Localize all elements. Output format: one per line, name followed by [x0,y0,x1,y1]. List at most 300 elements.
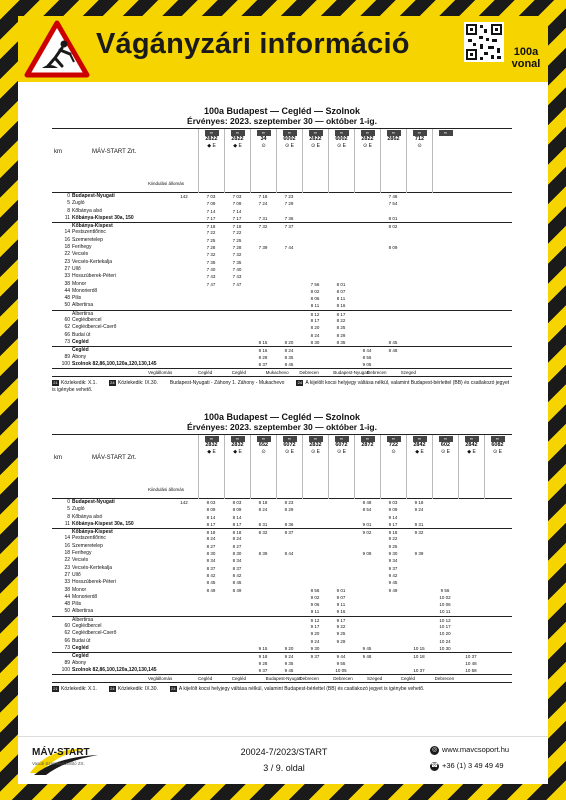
time-cell: 9 56 [440,587,450,593]
train-number: 6072 [335,442,348,448]
page-footer [18,736,548,784]
table-row [52,601,512,608]
time-cell: 7 29 [284,201,294,207]
train-class-badge: ▪▪ [413,436,427,442]
table-row [52,521,512,528]
time-cell: 8 56 [310,587,320,593]
time-cell: 8 29 [336,332,346,338]
train-number: 2862 [387,136,400,142]
time-cell: 8 45 [284,361,294,367]
time-cell: 9 44 [336,654,346,660]
table-row [52,324,512,331]
row-km: 62 [64,324,70,331]
time-cell: 8 18 [232,530,242,536]
train-number: 2822 [309,136,322,142]
train-class-badge: ▪▪ [283,436,297,442]
time-cell: 9 24 [414,507,424,513]
time-cell: 9 22 [388,536,398,542]
train-symbols: ⊙ E [337,449,346,455]
page-number: 3 / 9. oldal [263,763,305,773]
time-cell: 8 49 [206,587,216,593]
time-cell: 7 25 [232,237,242,243]
row-station: Zugló [72,506,85,513]
row-km: 33 [64,579,70,586]
table-row [52,302,512,309]
table-row [52,317,512,324]
route-number: 100a [513,46,539,58]
row-station: Vecsés [72,251,89,258]
train-symbols: ⊙ E [285,143,294,149]
row-km: 33 [64,273,70,280]
row-km: 66 [64,331,70,338]
train-class-badge: ▪▪ [205,130,219,136]
table-row [52,193,512,200]
time-cell: 7 14 [232,208,242,214]
row-station: Szemeretelep [72,236,103,243]
time-cell: 8 30 [310,339,320,345]
time-cell: 8 02 [310,288,320,294]
destination-label: Mukachevo [265,370,289,376]
note-text: A kijelölt kocsi helyjegy váltása nélkül, valamint Budapest-bérlettel (BB) és csatlakozó jegyet is igénybe vehető. [52,380,510,394]
time-cell: 9 18 [258,654,268,660]
operator-header: MÁV-START Zrt. [92,455,137,461]
time-cell: 9 17 [388,521,398,527]
train-symbols: ⊙ E [285,449,294,455]
time-cell: 9 20 [284,645,294,651]
time-cell: 9 37 [258,667,268,673]
time-cell: 9 01 [362,521,372,527]
time-cell: 8 27 [232,543,242,549]
table-row [52,565,512,572]
destination-label: Cegléd [198,676,213,682]
time-cell: 8 22 [336,318,346,324]
time-cell: 8 36 [284,521,294,527]
time-cell: 9 02 [362,530,372,536]
row-km: 60 [64,623,70,630]
row-station: Albertirsa [72,310,94,317]
time-cell: 8 02 [388,224,398,230]
table-row [52,222,512,229]
row-km: 16 [64,542,70,549]
row-km: 38 [64,586,70,593]
row-station: Ceglédbercel-Cserő [72,324,117,331]
time-cell: 8 24 [310,332,320,338]
row-station: Pestszentlőrinc [72,535,106,542]
phone-icon: ☎ [430,762,439,769]
time-cell: 8 17 [310,318,320,324]
note [52,380,97,386]
row-km: 8 [67,207,70,214]
row-station: Üllő [72,571,81,578]
time-cell: 7 17 [206,215,216,221]
table-row [52,616,512,623]
time-cell: 9 16 [336,609,346,615]
train-column-header [250,129,276,193]
time-cell: 9 29 [336,638,346,644]
time-cell: 7 09 [206,201,216,207]
destination-row [52,368,512,376]
train-column-header [302,129,328,193]
train-column-header [406,435,432,499]
row-station: Monor [72,280,87,287]
time-cell: 7 23 [284,194,294,199]
time-cell: 9 24 [310,638,320,644]
destination-label: Budapest-Nyugati [265,676,302,682]
note-text: Közlekedik: IX.30. [117,380,158,387]
row-km: 44 [64,593,70,600]
note [109,380,158,386]
row-km: 5 [67,200,70,207]
time-cell: 7 31 [258,215,268,221]
time-cell: 8 03 [206,500,216,505]
time-cell: 10 37 [465,654,477,660]
table-row [52,514,512,521]
train-symbols: ⊙ E [493,449,502,455]
time-cell: 7 35 [206,259,216,265]
train-column-header [224,435,250,499]
time-cell: 10 48 [465,660,477,666]
time-cell: 8 01 [336,281,346,287]
train-class-badge: ▪▪ [439,436,453,442]
time-cell: 8 12 [310,311,320,317]
timetable-notes [52,686,512,693]
time-cell: 9 25 [388,543,398,549]
time-cell: 8 24 [206,536,216,542]
row-station: Abony [72,353,87,360]
row-station: Cegléd [72,347,89,354]
train-column-header [432,435,458,499]
time-cell: 8 44 [284,551,294,557]
time-cell: 9 48 [362,654,372,660]
note-text: Budapest-Nyugati - Záhony 1. Záhony - Mukachevo [169,380,285,387]
km-header: km [54,149,62,155]
time-cell: 9 37 [388,565,398,571]
note [170,686,424,692]
time-cell: 10 02 [439,594,451,600]
table-row [52,251,512,258]
row-station: Kőbánya-Kispest 30a, 150 [72,214,134,221]
row-km: 5 [67,506,70,513]
row-station: Ceglédbercel-Cserő [72,630,117,637]
train-number: 6002 [335,136,348,142]
destination-label: Debrecen [367,370,387,376]
destination-label: Szeged [367,676,383,682]
train-class-badge: ▪▪ [231,436,245,442]
train-symbols: ⊙ [417,143,422,149]
row-station: Vecsés-Kertekalja [72,258,113,265]
time-cell: 9 15 [258,645,268,651]
time-cell: 8 14 [206,514,216,520]
time-cell: 8 01 [388,215,398,221]
table-row [52,332,512,339]
time-cell: 8 09 [232,507,242,513]
note [170,380,285,386]
time-cell: 7 22 [232,230,242,236]
row-station: Kőbánya-Kispest [72,529,113,536]
origin-station-label: Kiindulási állomás [148,487,185,492]
roadwork-warning-icon [24,20,90,78]
table-row [52,281,512,288]
row-km: 100 [61,360,70,367]
table-row [52,579,512,586]
table-row [52,346,512,353]
timetable-notes [52,380,512,394]
time-cell: 7 47 [232,281,242,287]
time-cell: 7 37 [284,224,294,230]
note-marker: 21 [53,686,58,692]
train-symbols: ◆ E [415,449,424,455]
table-row [52,310,512,317]
train-column-header [484,435,510,499]
time-cell: 7 56 [310,281,320,287]
table-row [52,608,512,615]
time-cell: 8 55 [362,354,372,360]
row-km: 89 [64,659,70,666]
time-cell: 9 37 [310,654,320,660]
train-number: 2832 [205,442,218,448]
time-cell: 7 32 [206,252,216,258]
destination-row [52,674,512,682]
time-cell: 8 35 [336,339,346,345]
table-row [52,259,512,266]
row-station: Budapest-Nyugati [72,193,115,199]
row-station: Abony [72,659,87,666]
time-cell: 8 27 [206,543,216,549]
train-class-badge: ▪▪ [439,130,453,136]
row-km: 66 [64,637,70,644]
time-cell: 7 36 [284,215,294,221]
origin-station-label: Kiindulási állomás [148,181,185,186]
train-number: 712 [414,136,425,142]
time-cell: 8 37 [258,361,268,367]
time-cell: 9 32 [414,530,424,536]
time-cell: 7 48 [388,194,398,199]
time-cell: 8 32 [258,530,268,536]
row-station: Ceglédbercel [72,623,102,630]
row-station: Cegléd [72,338,89,345]
train-class-badge: ▪▪ [283,130,297,136]
row-station: Pestszentlőrinc [72,229,106,236]
time-cell: 7 40 [206,266,216,272]
train-class-badge: ▪▪ [257,436,271,442]
row-station: Albertirsa [72,302,94,309]
destination-label: Budapest-Nyugati [333,370,369,376]
train-column-header [432,129,458,193]
note-marker: 24 [110,686,115,692]
time-cell: 8 24 [232,536,242,542]
website-link[interactable] [430,745,509,755]
route-label: vonal [511,58,541,70]
train-number: 6002 [283,136,296,142]
train-class-badge: ▪▪ [361,436,375,442]
time-cell: 8 06 [310,296,320,302]
row-station: Kőbánya alsó [72,513,103,520]
time-cell: 8 11 [310,303,320,309]
train-class-badge: ▪▪ [231,130,245,136]
table-row [52,652,512,659]
train-column-header [198,129,224,193]
time-cell: 8 14 [232,514,242,520]
time-cell: 7 43 [206,274,216,280]
note-marker: 21 [53,380,58,386]
time-cell: 8 15 [258,339,268,345]
row-km: 89 [64,353,70,360]
row-station: Budapest-Nyugati [72,499,115,505]
row-station: Szolnok 82,86,100,120a,120,130,145 [72,360,157,367]
website-text: www.mavcsoport.hu [442,745,510,754]
time-cell: 8 54 [362,507,372,513]
row-station: Cegléd [72,644,89,651]
train-class-badge: ▪▪ [309,130,323,136]
row-km: 14 [64,229,70,236]
table-row [52,237,512,244]
table-row [52,528,512,535]
train-number: 6072 [283,442,296,448]
operator-header: MÁV-START Zrt. [92,149,137,155]
time-cell: 8 44 [362,348,372,354]
time-cell: 8 37 [232,565,242,571]
table-row [52,339,512,346]
row-station: Ferihegy [72,550,92,557]
train-class-badge: ▪▪ [387,130,401,136]
train-class-badge: ▪▪ [335,130,349,136]
note-marker: 24 [171,686,176,692]
train-number: 2822 [205,136,218,142]
train-number: 2822 [361,136,374,142]
destination-label: Veglállomás [148,676,173,682]
destination-label: Veglállomás [148,370,173,376]
destination-label: Debrecen [299,370,319,376]
train-column-header [302,435,328,499]
train-symbols: ◆ E [233,143,242,149]
table-row [52,594,512,601]
timetable-rows [52,193,512,368]
time-cell: 8 37 [284,530,294,536]
time-cell: 9 02 [310,594,320,600]
table-row [52,660,512,667]
table-row [52,587,512,594]
train-column-header [380,435,406,499]
time-cell: 9 39 [414,551,424,557]
time-cell: 10 58 [465,667,477,673]
time-cell: 10 30 [439,645,451,651]
time-cell: 9 17 [310,624,320,630]
note-text: A kijelölt kocsi helyjegy váltása nélkül, valamint Budapest-bérlettel (BB) és csatlakozó jegyet is igénybe vehető. [178,686,425,693]
note [109,686,158,692]
timetable-header [52,435,512,499]
time-cell: 8 31 [258,521,268,527]
note-marker: 24 [110,380,115,386]
time-cell: 8 17 [336,311,346,317]
row-station: Kőbánya alsó [72,207,103,214]
table-row [52,630,512,637]
train-class-badge: ▪▪ [491,436,505,442]
row-km: 8 [67,513,70,520]
time-cell: 8 48 [362,500,372,505]
time-cell: 8 20 [284,339,294,345]
train-number: 2832 [309,442,322,448]
table-row [52,361,512,368]
row-station: Szemeretelep [72,542,103,549]
row-km: 27 [64,265,70,272]
phone-link[interactable] [430,761,504,771]
time-cell: 8 49 [232,587,242,593]
note-text: Közlekedik: IX.30. [117,686,158,693]
train-class-badge: ▪▪ [335,436,349,442]
train-column-header [328,435,354,499]
note-text: Közlekedik: X.1. [61,686,97,693]
time-cell: 7 24 [258,201,268,207]
time-cell: 8 42 [206,572,216,578]
train-symbols: ◆ E [467,449,476,455]
time-cell: 8 35 [284,354,294,360]
timetable-title: 100a Budapest — Cegléd — Szolnok [203,412,361,422]
row-km: 0 [67,499,70,505]
train-symbols: ⊙ [261,449,266,455]
row-station: Hosszúberek-Péteri [72,579,116,586]
row-km: 18 [64,244,70,251]
train-number: 6082 [491,442,504,448]
table-row [52,200,512,207]
time-cell: 10 11 [439,609,451,615]
time-cell: 10 20 [439,631,451,637]
destination-label: Cegléd [231,676,247,682]
row-station: Albertirsa [72,616,94,623]
row-station: Kőbánya-Kispest [72,223,113,230]
table-row [52,266,512,273]
time-cell: 9 25 [336,631,346,637]
time-cell: 9 11 [310,609,320,615]
table-row [52,499,512,506]
train-class-badge: ▪▪ [309,436,323,442]
phone-text: +36 (1) 3 49 49 49 [442,761,504,770]
table-row [52,354,512,361]
km-header: km [54,455,62,461]
table-row [52,229,512,236]
train-number: 722 [388,442,399,448]
time-cell: 9 12 [310,617,320,623]
time-cell: 8 45 [206,580,216,586]
time-cell: 9 45 [388,580,398,586]
train-column-header [354,435,380,499]
time-cell: 8 23 [284,500,294,505]
table-row [52,543,512,550]
time-cell: 8 24 [258,507,268,513]
table-row [52,506,512,513]
table-row [52,535,512,542]
train-symbols: ⊙ [261,143,266,149]
row-station: Albertirsa [72,608,94,615]
row-km: 100 [61,666,70,673]
train-number: 2872 [361,442,374,448]
time-cell: 9 07 [336,594,346,600]
time-cell: 8 16 [258,348,268,354]
route-badge [506,46,546,70]
globe-icon: ◎ [431,746,438,753]
table-row [52,208,512,215]
row-km: 50 [64,608,70,615]
destination-label: Cegléd [198,370,213,376]
train-column-header [380,129,406,193]
time-cell: 7 35 [232,259,242,265]
row-station: Zugló [72,200,85,207]
time-cell: 7 17 [232,215,242,221]
page-header [18,16,548,82]
time-cell: 9 11 [336,602,346,608]
table-row [52,288,512,295]
row-station: Pilis [72,295,82,302]
time-cell: 8 03 [232,500,242,505]
